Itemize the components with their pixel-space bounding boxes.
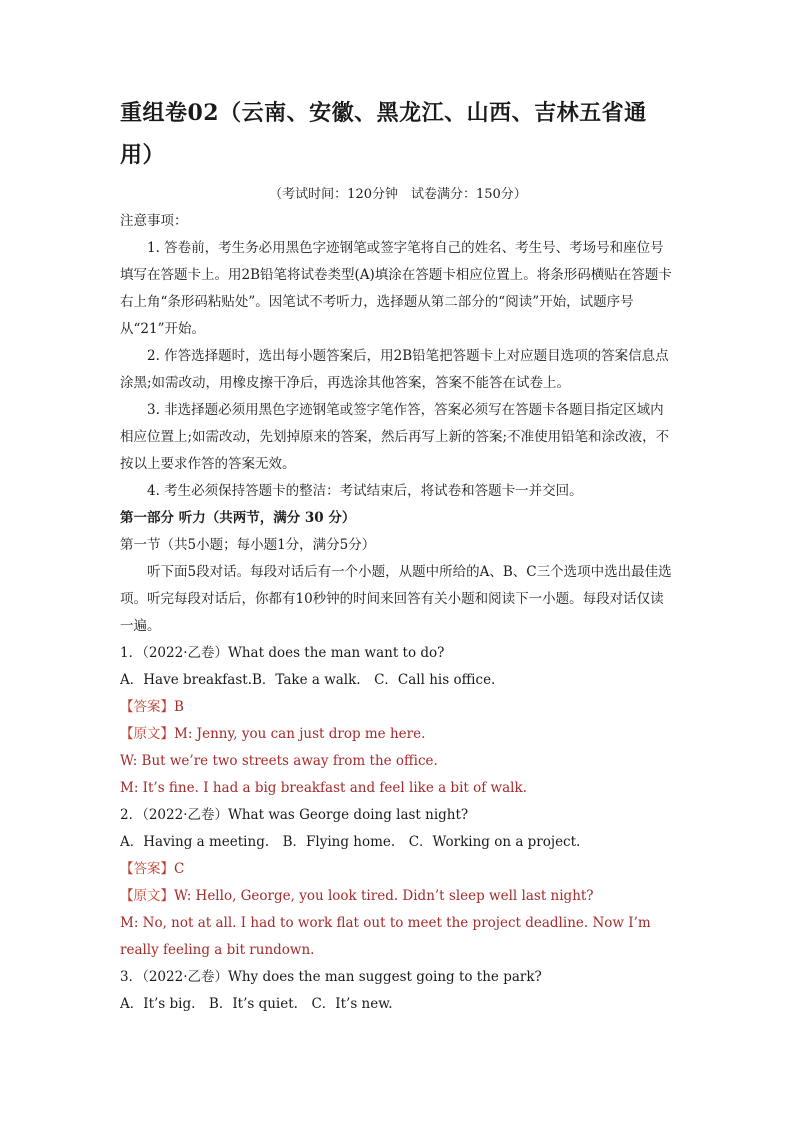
answer-tag: 【答案】	[120, 861, 174, 877]
transcript-text: W: Hello, George, you look tired. Didn’t sleep well last night?	[174, 888, 594, 904]
answer-tag: 【答案】	[120, 699, 174, 715]
question-options: A．It’s big. B．It’s quiet. C．It’s new.	[120, 996, 393, 1012]
exam-info: （考试时间：120分钟 试卷满分：150分）	[269, 187, 527, 202]
notice-item: 4. 考生必须保持答题卡的整洁：考试结束后，将试卷和答题卡一并交回。	[147, 483, 583, 499]
notice-item: 1. 答卷前，考生务必用黑色字迹钢笔或签字笔将自己的姓名、考生号、考场号和座位号填写在答题卡上。用2B铅笔将试卷类型(A)填涂在答题卡相应位置上。将条形码横贴在答题卡右上角“条形码粘贴处”。因笔试不考听力，选择题从第二部分的“阅读”开始，试题序号从“21”开始。	[120, 240, 672, 337]
document-title	[120, 92, 676, 176]
transcript-line	[120, 721, 676, 748]
notice-heading: 注意事项：	[120, 213, 188, 229]
answer-line	[120, 856, 676, 883]
part1-heading: 第一部分 听力（共两节，满分 30 分）	[120, 510, 356, 526]
transcript-tag: 【原文】	[120, 726, 174, 742]
section1-heading: 第一节（共5小题；每小题1分，满分5分）	[120, 537, 376, 553]
answer-line	[120, 694, 676, 721]
section1-instructions: 听下面5段对话。每段对话后有一个小题，从题中所给的A、B、C三个选项中选出最佳选项。听完每段对话后，你都有10秒钟的时间来回答有关小题和阅读下一小题。每段对话仅读一遍。	[120, 564, 672, 634]
title-line-2: 用）	[120, 142, 166, 168]
transcript-line: M: No, not at all. I had to work flat out to meet the project deadline. Now I’m really feeling a bit rundown.	[120, 915, 651, 958]
question-options: A．Having a meeting. B．Flying home. C．Working on a project.	[120, 834, 581, 850]
document-page	[120, 92, 676, 1018]
question-stem: 1．（2022·乙卷）What does the man want to do?	[120, 645, 445, 661]
title-line-1: 重组卷02（云南、安徽、黑龙江、山西、吉林五省通	[120, 100, 647, 126]
notice-item: 2. 作答选择题时，选出每小题答案后，用2B铅笔把答题卡上对应题目选项的答案信息点涂黑;如需改动，用橡皮擦干净后，再选涂其他答案，答案不能答在试卷上。	[120, 348, 669, 391]
question-stem: 2．（2022·乙卷）What was George doing last night?	[120, 807, 469, 823]
transcript-text: M: Jenny, you can just drop me here.	[174, 726, 426, 742]
question-stem: 3．（2022·乙卷）Why does the man suggest going to the park?	[120, 969, 542, 985]
answer-value: B	[174, 699, 184, 715]
answer-value: C	[174, 861, 185, 877]
transcript-line	[120, 883, 676, 910]
notice-item: 3. 非选择题必须用黑色字迹钢笔或签字笔作答，答案必须写在答题卡各题目指定区域内相应位置上;如需改动，先划掉原来的答案，然后再写上新的答案;不准使用铅笔和涂改液，不按以上要求作答的答案无效。	[120, 402, 670, 472]
transcript-tag: 【原文】	[120, 888, 174, 904]
transcript-line: W: But we’re two streets away from the office.	[120, 753, 438, 769]
transcript-line: M: It’s fine. I had a big breakfast and feel like a bit of walk.	[120, 780, 527, 796]
question-options: A．Have breakfast.B．Take a walk. C．Call his office.	[120, 672, 496, 688]
